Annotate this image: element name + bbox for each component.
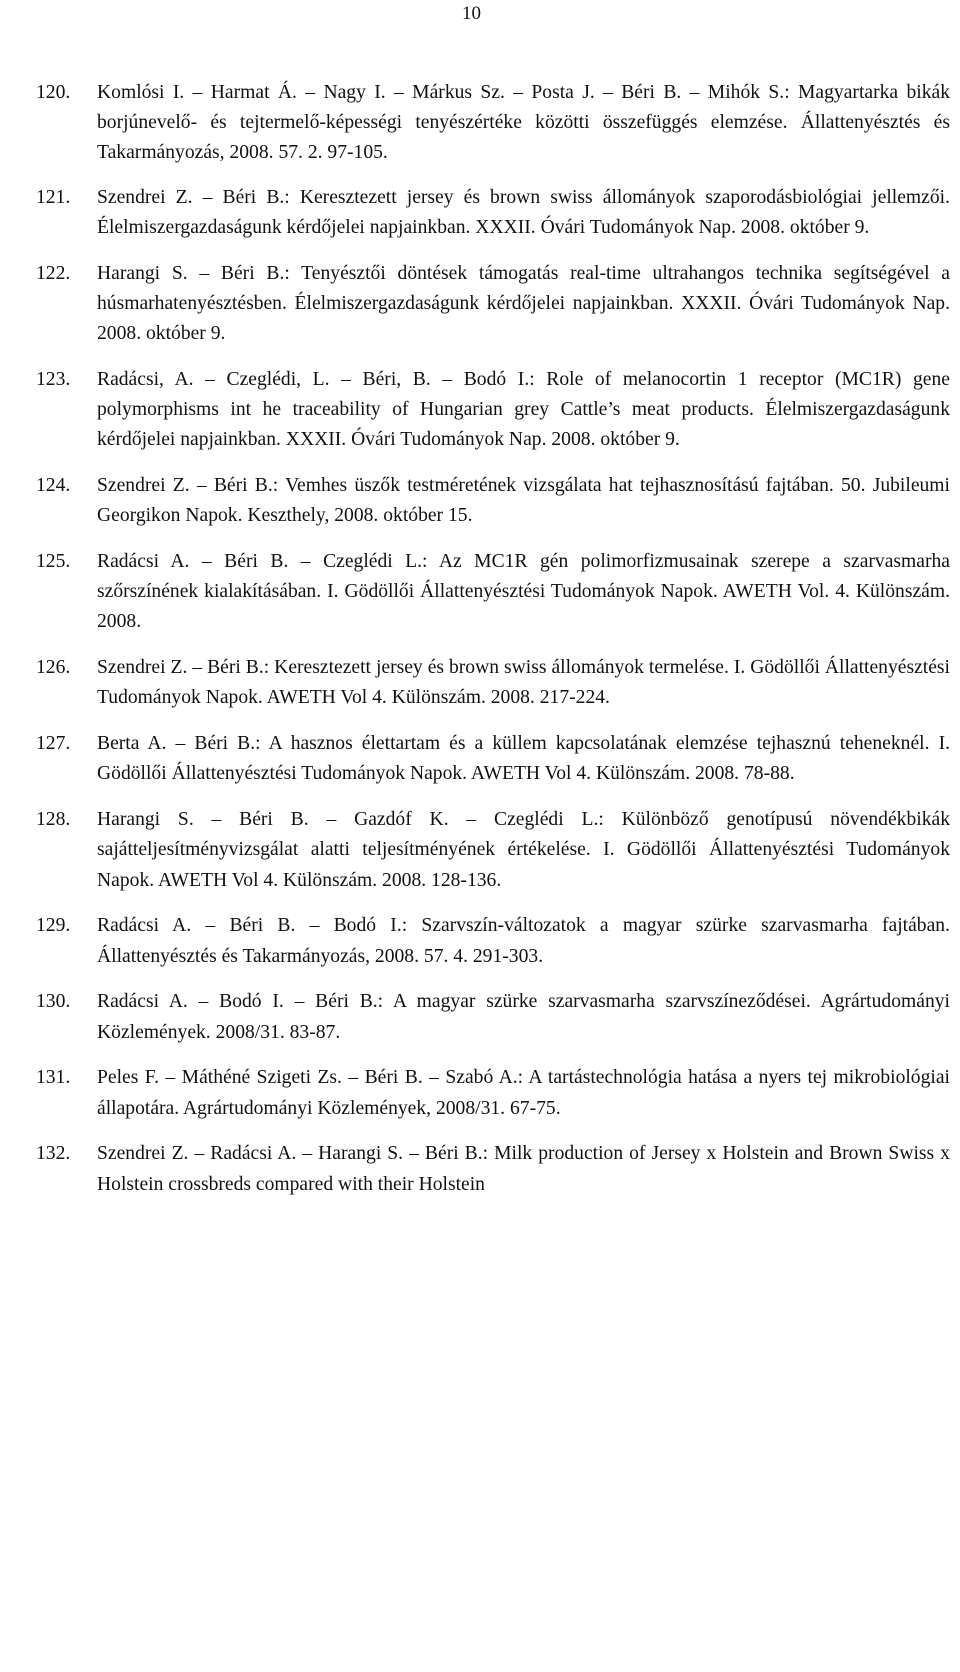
reference-number: 128.: [36, 809, 71, 831]
reference-list: [36, 78, 950, 1215]
reference-item: [36, 987, 950, 1047]
reference-item: [36, 1139, 950, 1199]
reference-text: Komlósi I. – Harmat Á. – Nagy I. – Márkus Sz. – Posta J. – Béri B. – Mihók S.: Magyartarka bikák borjúnevelő- és tejtermelő-képességi tenyészértéke közötti összefüggés elemzése. Állattenyésztés és Takarmányozás, 2008. 57. 2. 97-105.: [97, 82, 950, 164]
reference-number: 129.: [36, 915, 71, 937]
reference-number: 132.: [36, 1143, 71, 1165]
reference-item: [36, 259, 950, 350]
reference-text: Radácsi, A. – Czeglédi, L. – Béri, B. – Bodó I.: Role of melanocortin 1 receptor (MC1R) gene polymorphisms int he traceability of Hungarian grey Cattle’s meat products. Élelmiszergazdaságunk kérdőjelei napjainkban. XXXII. Óvári Tudományok Nap. 2008. október 9.: [97, 368, 950, 451]
reference-number: 130.: [36, 991, 71, 1013]
reference-item: [36, 547, 950, 638]
reference-number: 126.: [36, 657, 71, 679]
reference-number: 121.: [36, 186, 71, 208]
reference-text: Radácsi A. – Béri B. – Bodó I.: Szarvszín-változatok a magyar szürke szarvasmarha fajtában. Állattenyésztés és Takarmányozás, 2008. 57. 4. 291-303.: [97, 915, 950, 967]
reference-number: 120.: [36, 82, 71, 103]
reference-item: [36, 805, 950, 896]
reference-item: [36, 365, 950, 456]
reference-text: Harangi S. – Béri B. – Gazdóf K. – Czeglédi L.: Különböző genotípusú növendékbikák sajátteljesítményvizsgálat alatti teljesítményének értékelése. I. Gödöllői Állattenyésztési Tudományok Napok. AWETH Vol 4. Különszám. 2008. 128-136.: [97, 809, 950, 891]
reference-text: Peles F. – Máthéné Szigeti Zs. – Béri B. – Szabó A.: A tartástechnológia hatása a nyers tej mikrobiológiai állapotára. Agrártudományi Közlemények, 2008/31. 67-75.: [97, 1067, 950, 1119]
page-number: 10: [462, 3, 481, 24]
reference-text: Berta A. – Béri B.: A hasznos élettartam és a küllem kapcsolatának elemzése tejhasznú teheneknél. I. Gödöllői Állattenyésztési Tudományok Napok. AWETH Vol 4. Különszám. 2008. 78-88.: [97, 733, 950, 785]
reference-text: Radácsi A. – Bodó I. – Béri B.: A magyar szürke szarvasmarha szarvszíneződései. Agrártudományi Közlemények. 2008/31. 83-87.: [97, 991, 950, 1043]
reference-item: [36, 78, 950, 169]
reference-number: 122.: [36, 262, 71, 284]
reference-text: Szendrei Z. – Radácsi A. – Harangi S. – Béri B.: Milk production of Jersey x Holstein and Brown Swiss x Holstein crossbreds compared with their Holstein: [97, 1143, 950, 1195]
reference-item: [36, 729, 950, 789]
reference-item: [36, 911, 950, 971]
reference-text: Radácsi A. – Béri B. – Czeglédi L.: Az MC1R gén polimorfizmusainak szerepe a szarvasmarha szőrszínének kialakításában. I. Gödöllői Állattenyésztési Tudományok Napok. AWETH Vol. 4. Különszám. 2008.: [97, 551, 950, 633]
reference-text: Szendrei Z. – Béri B.: Keresztezett jersey és brown swiss állományok szaporodásbiológiai jellemzői. Élelmiszergazdaságunk kérdőjelei napjainkban. XXXII. Óvári Tudományok Nap. 2008. október 9.: [97, 186, 950, 238]
reference-text: Harangi S. – Béri B.: Tenyésztői döntések támogatás real-time ultrahangos technika segítségével a húsmarhatenyésztésben. Élelmiszergazdaságunk kérdőjelei napjainkban. XXXII. Óvári Tudományok Nap. 2008. október 9.: [97, 262, 950, 345]
reference-number: 125.: [36, 551, 71, 573]
reference-item: [36, 183, 950, 243]
reference-item: [36, 653, 950, 713]
reference-item: [36, 471, 950, 531]
reference-number: 131.: [36, 1067, 71, 1089]
reference-text: Szendrei Z. – Béri B.: Vemhes üszők testméretének vizsgálata hat tejhasznosítású fajtában. 50. Jubileumi Georgikon Napok. Keszthely, 2008. október 15.: [97, 475, 950, 527]
reference-number: 123.: [36, 368, 71, 390]
reference-item: [36, 1063, 950, 1123]
reference-number: 127.: [36, 733, 71, 755]
reference-number: 124.: [36, 475, 71, 497]
reference-text: Szendrei Z. – Béri B.: Keresztezett jersey és brown swiss állományok termelése. I. Gödöllői Állattenyésztési Tudományok Napok. AWETH Vol 4. Különszám. 2008. 217-224.: [97, 657, 950, 709]
